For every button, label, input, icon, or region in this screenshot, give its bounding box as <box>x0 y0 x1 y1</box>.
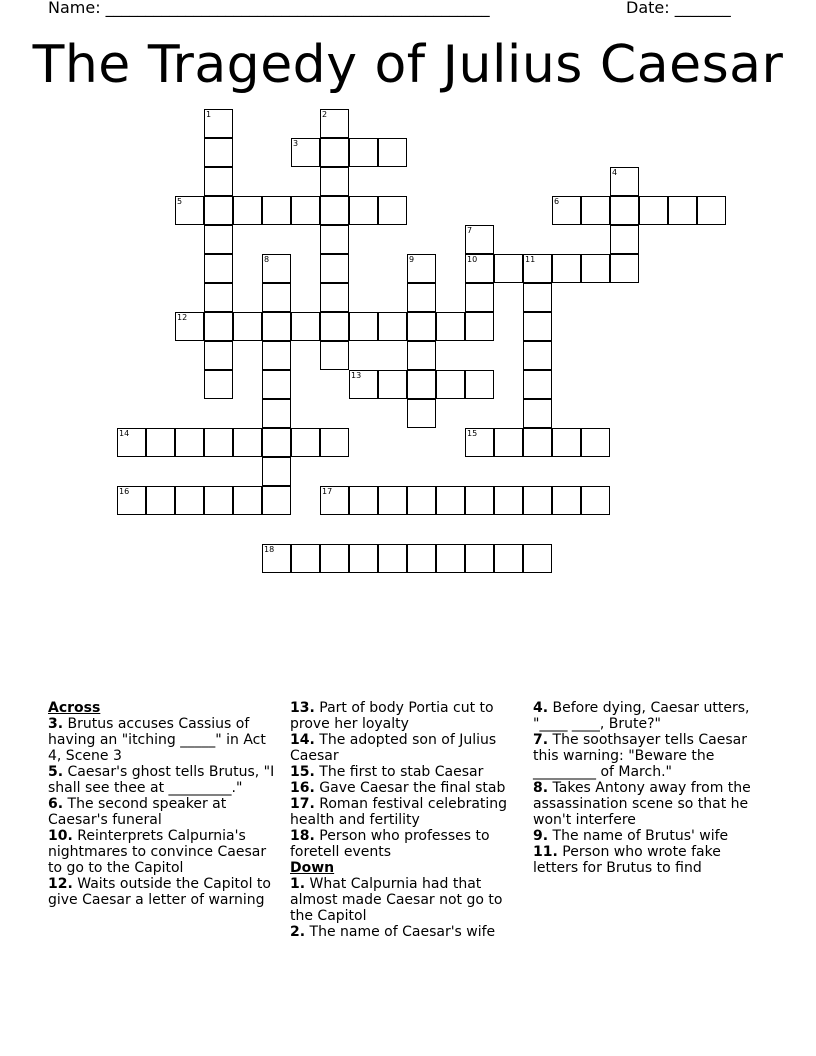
grid-cell[interactable] <box>436 544 465 573</box>
clue-number: 16. <box>290 780 315 796</box>
grid-cell[interactable] <box>378 544 407 573</box>
clue-text: Takes Antony away from the assassination scene so that he won't interfere <box>533 780 751 828</box>
grid-cell[interactable] <box>407 283 436 312</box>
grid-cell[interactable] <box>349 544 378 573</box>
clue-across-item <box>290 780 522 796</box>
grid-cell[interactable] <box>552 254 581 283</box>
grid-cell[interactable] <box>349 486 378 515</box>
clue-across-item <box>48 716 280 764</box>
grid-number: 3 <box>293 139 299 148</box>
grid-cell[interactable] <box>175 486 204 515</box>
clue-text: Caesar's ghost tells Brutus, "I shall see thee at _________." <box>48 764 275 796</box>
grid-cell[interactable] <box>378 486 407 515</box>
grid-cell[interactable] <box>320 544 349 573</box>
grid-cell[interactable] <box>523 544 552 573</box>
grid-cell[interactable] <box>262 428 291 457</box>
grid-cell[interactable] <box>233 486 262 515</box>
grid-cell[interactable] <box>407 312 436 341</box>
clue-text: Brutus accuses Cassius of having an "itching _____" in Act 4, Scene 3 <box>48 716 266 764</box>
grid-cell[interactable] <box>233 428 262 457</box>
grid-number: 5 <box>177 197 183 206</box>
clue-number: 5. <box>48 764 64 780</box>
grid-cell[interactable] <box>552 428 581 457</box>
grid-cell[interactable] <box>262 370 291 399</box>
grid-cell[interactable] <box>552 486 581 515</box>
grid-number: 12 <box>177 313 188 322</box>
clue-number: 13. <box>290 700 315 716</box>
clue-number: 7. <box>533 732 549 748</box>
clue-text: Part of body Portia cut to prove her loyalty <box>290 700 494 732</box>
down-heading: Down <box>290 860 335 876</box>
grid-cell[interactable] <box>262 283 291 312</box>
grid-cell[interactable] <box>233 312 262 341</box>
grid-number: 11 <box>525 255 536 264</box>
grid-number: 8 <box>264 255 270 264</box>
grid-cell[interactable] <box>262 254 291 283</box>
grid-cell[interactable] <box>262 341 291 370</box>
grid-cell[interactable] <box>407 486 436 515</box>
clue-column-2 <box>290 700 522 940</box>
grid-cell[interactable] <box>117 428 146 457</box>
grid-number: 15 <box>467 429 478 438</box>
clue-across-item <box>48 764 280 796</box>
clue-number: 8. <box>533 780 549 796</box>
grid-number: 1 <box>206 110 212 119</box>
grid-cell[interactable] <box>465 312 494 341</box>
grid-cell[interactable] <box>349 138 378 167</box>
clue-number: 18. <box>290 828 315 844</box>
clue-across-item <box>48 876 280 908</box>
grid-cell[interactable] <box>349 196 378 225</box>
clue-text: Roman festival celebrating health and fertility <box>290 796 508 828</box>
grid-cell[interactable] <box>523 428 552 457</box>
clue-text: What Calpurnia had that almost made Caesar not go to the Capitol <box>290 876 503 924</box>
grid-cell[interactable] <box>407 370 436 399</box>
grid-cell[interactable] <box>523 283 552 312</box>
grid-cell[interactable] <box>523 399 552 428</box>
grid-cell[interactable] <box>320 138 349 167</box>
grid-cell[interactable] <box>320 428 349 457</box>
clue-list <box>48 700 778 1000</box>
grid-cell[interactable] <box>436 486 465 515</box>
grid-cell[interactable] <box>204 254 233 283</box>
grid-cell[interactable] <box>320 254 349 283</box>
grid-cell[interactable] <box>552 196 581 225</box>
grid-cell[interactable] <box>320 167 349 196</box>
grid-cell[interactable] <box>204 312 233 341</box>
grid-cell[interactable] <box>175 428 204 457</box>
grid-cell[interactable] <box>523 341 552 370</box>
grid-number: 17 <box>322 487 333 496</box>
clue-across-item <box>290 700 522 732</box>
grid-cell[interactable] <box>291 312 320 341</box>
grid-cell[interactable] <box>581 428 610 457</box>
grid-cell[interactable] <box>204 283 233 312</box>
clue-column-1 <box>48 700 280 908</box>
grid-cell[interactable] <box>117 486 146 515</box>
grid-cell[interactable] <box>291 196 320 225</box>
clue-across-item <box>290 732 522 764</box>
grid-cell[interactable] <box>320 312 349 341</box>
grid-cell[interactable] <box>233 196 262 225</box>
grid-cell[interactable] <box>204 225 233 254</box>
grid-cell[interactable] <box>262 312 291 341</box>
clue-text: Person who wrote fake letters for Brutus to find <box>533 844 721 876</box>
clue-down-item <box>533 732 765 780</box>
grid-cell[interactable] <box>262 486 291 515</box>
grid-number: 7 <box>467 226 473 235</box>
clue-number: 3. <box>48 716 64 732</box>
clue-text: The name of Brutus' wife <box>552 828 729 844</box>
grid-cell[interactable] <box>146 486 175 515</box>
clue-number: 1. <box>290 876 306 892</box>
clue-text: The adopted son of Julius Caesar <box>290 732 497 764</box>
clue-down-item <box>290 924 522 940</box>
grid-cell[interactable] <box>407 544 436 573</box>
clue-number: 6. <box>48 796 64 812</box>
grid-cell[interactable] <box>494 486 523 515</box>
grid-cell[interactable] <box>262 457 291 486</box>
clue-down-item <box>533 844 765 876</box>
clue-text: The second speaker at Caesar's funeral <box>48 796 227 828</box>
clue-number: 9. <box>533 828 549 844</box>
grid-cell[interactable] <box>494 544 523 573</box>
grid-cell[interactable] <box>639 196 668 225</box>
clue-across-item <box>48 796 280 828</box>
clue-across-item <box>290 764 522 780</box>
grid-cell[interactable] <box>320 341 349 370</box>
grid-cell[interactable] <box>494 254 523 283</box>
clue-text: Waits outside the Capitol to give Caesar a letter of warning <box>48 876 271 908</box>
grid-cell[interactable] <box>581 486 610 515</box>
grid-cell[interactable] <box>204 428 233 457</box>
grid-number: 18 <box>264 545 275 554</box>
grid-cell[interactable] <box>175 196 204 225</box>
grid-cell[interactable] <box>204 196 233 225</box>
grid-cell[interactable] <box>465 225 494 254</box>
grid-cell[interactable] <box>320 196 349 225</box>
grid-cell[interactable] <box>291 138 320 167</box>
grid-cell[interactable] <box>610 225 639 254</box>
grid-cell[interactable] <box>581 254 610 283</box>
clue-text: Gave Caesar the final stab <box>319 780 506 796</box>
grid-number: 9 <box>409 255 415 264</box>
grid-cell[interactable] <box>436 370 465 399</box>
grid-cell[interactable] <box>465 486 494 515</box>
grid-cell[interactable] <box>378 138 407 167</box>
grid-cell[interactable] <box>204 341 233 370</box>
grid-cell[interactable] <box>697 196 726 225</box>
grid-number: 2 <box>322 110 328 119</box>
clue-text: Before dying, Caesar utters, "____ ____, Brute?" <box>533 700 750 732</box>
grid-cell[interactable] <box>668 196 697 225</box>
grid-cell[interactable] <box>523 370 552 399</box>
grid-cell[interactable] <box>349 370 378 399</box>
grid-cell[interactable] <box>146 428 175 457</box>
clue-number: 2. <box>290 924 306 940</box>
clue-text: Reinterprets Calpurnia's nightmares to convince Caesar to go to the Capitol <box>48 828 267 876</box>
grid-cell[interactable] <box>262 196 291 225</box>
grid-number: 6 <box>554 197 560 206</box>
clue-down-item <box>290 876 522 924</box>
clue-across-item <box>290 796 522 828</box>
name-field-label[interactable]: Name: ________________________________________________ <box>48 0 490 17</box>
grid-cell[interactable] <box>204 370 233 399</box>
grid-cell[interactable] <box>465 428 494 457</box>
across-heading: Across <box>48 700 101 716</box>
clue-across-item <box>290 828 522 860</box>
grid-cell[interactable] <box>320 109 349 138</box>
grid-cell[interactable] <box>378 312 407 341</box>
clue-number: 12. <box>48 876 73 892</box>
grid-cell[interactable] <box>523 312 552 341</box>
grid-cell[interactable] <box>204 138 233 167</box>
grid-cell[interactable] <box>465 283 494 312</box>
grid-cell[interactable] <box>320 486 349 515</box>
grid-cell[interactable] <box>320 283 349 312</box>
clue-column-3 <box>533 700 765 876</box>
grid-number: 16 <box>119 487 130 496</box>
clue-number: 14. <box>290 732 315 748</box>
clue-number: 17. <box>290 796 315 812</box>
grid-cell[interactable] <box>523 254 552 283</box>
grid-cell[interactable] <box>378 370 407 399</box>
clue-number: 10. <box>48 828 73 844</box>
clue-down-item <box>533 828 765 844</box>
grid-cell[interactable] <box>204 167 233 196</box>
date-field-label[interactable]: Date: _______ <box>626 0 731 17</box>
clue-number: 4. <box>533 700 549 716</box>
clue-text: Person who professes to foretell events <box>290 828 490 860</box>
grid-cell[interactable] <box>291 544 320 573</box>
grid-cell[interactable] <box>581 196 610 225</box>
grid-cell[interactable] <box>494 428 523 457</box>
clue-text: The first to stab Caesar <box>319 764 484 780</box>
grid-cell[interactable] <box>610 167 639 196</box>
grid-cell[interactable] <box>262 544 291 573</box>
grid-cell[interactable] <box>465 370 494 399</box>
clue-down-item <box>533 700 765 732</box>
grid-cell[interactable] <box>349 312 378 341</box>
clue-across-item <box>48 828 280 876</box>
clue-text: The name of Caesar's wife <box>309 924 496 940</box>
page-title: The Tragedy of Julius Caesar <box>32 35 784 95</box>
grid-cell[interactable] <box>407 399 436 428</box>
grid-cell[interactable] <box>407 254 436 283</box>
grid-number: 14 <box>119 429 130 438</box>
grid-number: 10 <box>467 255 478 264</box>
grid-cell[interactable] <box>204 486 233 515</box>
grid-number: 13 <box>351 371 362 380</box>
grid-cell[interactable] <box>262 399 291 428</box>
grid-cell[interactable] <box>610 254 639 283</box>
grid-cell[interactable] <box>407 341 436 370</box>
grid-cell[interactable] <box>175 312 204 341</box>
clue-text: The soothsayer tells Caesar this warning: "Beware the _________ of March." <box>533 732 747 780</box>
grid-cell[interactable] <box>291 428 320 457</box>
clue-number: 11. <box>533 844 558 860</box>
grid-cell[interactable] <box>436 312 465 341</box>
grid-cell[interactable] <box>523 486 552 515</box>
clue-number: 15. <box>290 764 315 780</box>
grid-cell[interactable] <box>204 109 233 138</box>
grid-number: 4 <box>612 168 618 177</box>
grid-cell[interactable] <box>610 196 639 225</box>
grid-cell[interactable] <box>465 254 494 283</box>
clue-down-item <box>533 780 765 828</box>
grid-cell[interactable] <box>378 196 407 225</box>
grid-cell[interactable] <box>320 225 349 254</box>
grid-cell[interactable] <box>465 544 494 573</box>
